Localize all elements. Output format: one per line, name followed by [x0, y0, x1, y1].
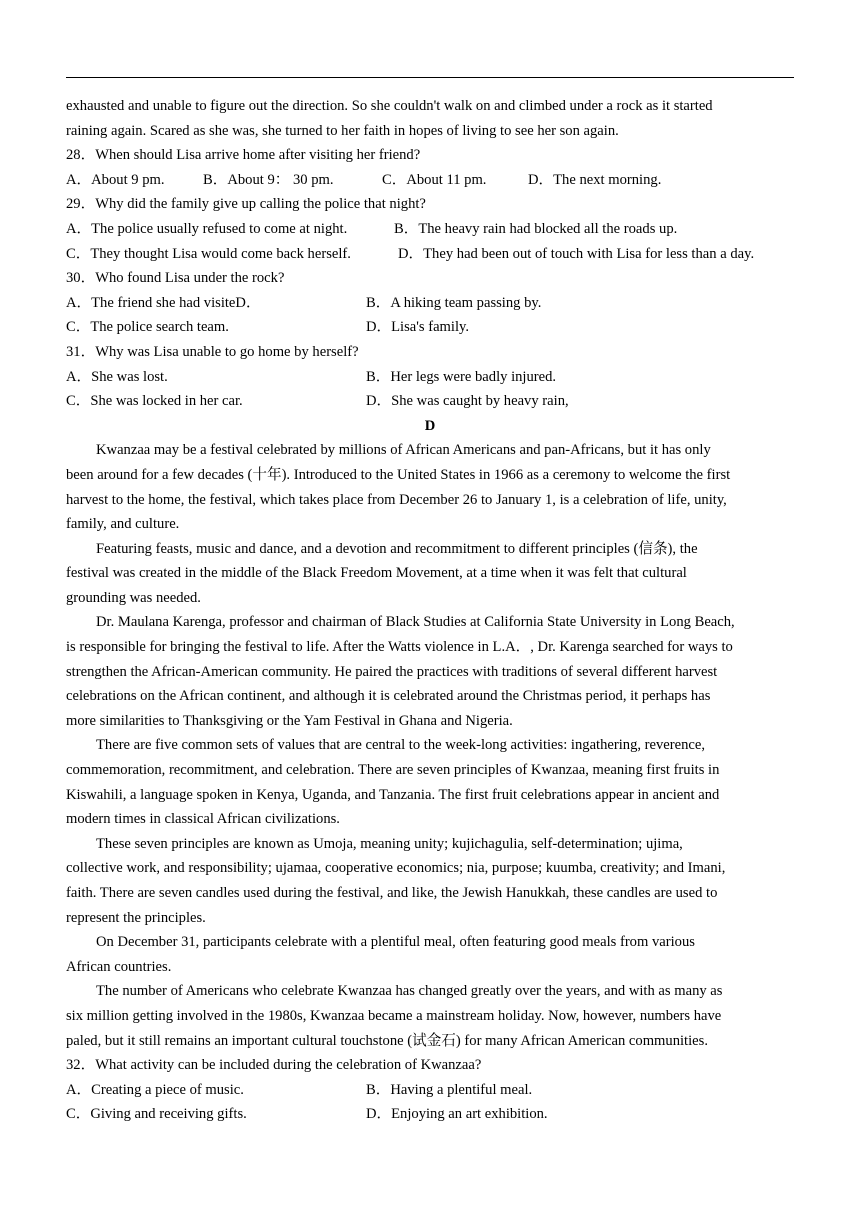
option-b[interactable]: B．Her legs were badly injured. [366, 368, 557, 385]
question-28-stem: 28．When should Lisa arrive home after visiting her friend? [66, 147, 421, 164]
option-c[interactable]: C．They thought Lisa would come back herself. [66, 245, 351, 262]
option-d[interactable]: D．The next morning. [528, 171, 662, 188]
paragraph-line: harvest to the home, the festival, which takes place from December 26 to January 1, is a celebration of life, unity, [66, 491, 727, 508]
paragraph-line: African countries. [66, 958, 172, 975]
paragraph-line: family, and culture. [66, 516, 180, 533]
paragraph-line: faith. There are seven candles used during the festival, and like, the Jewish Hanukkah, these candles are used to [66, 885, 718, 901]
paragraph [66, 438, 794, 536]
option-d[interactable]: D．They had been out of touch with Lisa for less than a day. [398, 245, 755, 262]
option-a[interactable]: A．The friend she had visiteD． [66, 294, 261, 311]
question-30-options-row1 [66, 291, 794, 316]
option-a[interactable]: A．About 9 pm. [66, 171, 165, 188]
question-28-options [66, 168, 794, 193]
question-29-options-row1 [66, 217, 794, 242]
paragraph-line: celebrations on the African continent, and although it is celebrated around the Christmas period, it perhaps has [66, 688, 711, 705]
header-rule [66, 77, 794, 78]
paragraph [66, 832, 794, 930]
paragraph-line: The number of Americans who celebrate Kwanzaa has changed greatly over the years, and with as many as [96, 983, 723, 1000]
paragraph-line: commemoration, recommitment, and celebration. There are seven principles of Kwanzaa, meaning first fruits in [66, 762, 720, 779]
paragraph [66, 979, 794, 1053]
paragraph-line: Dr. Maulana Karenga, professor and chairman of Black Studies at California State University in Long Beach, [96, 614, 735, 631]
option-b[interactable]: B．The heavy rain had blocked all the roads up. [394, 220, 678, 237]
paragraph-line: Featuring feasts, music and dance, and a devotion and recommitment to different principles (信条), the [96, 540, 698, 557]
paragraph-line: six million getting involved in the 1980s, Kwanzaa became a mainstream holiday. Now, however, numbers have [66, 1007, 722, 1024]
paragraph-line: festival was created in the middle of the Black Freedom Movement, at a time when it was felt that cultural [66, 565, 687, 582]
paragraph-line: modern times in classical African civilizations. [66, 811, 340, 828]
option-a[interactable]: A．The police usually refused to come at night. [66, 220, 348, 237]
option-c[interactable]: C．She was locked in her car. [66, 393, 243, 410]
question-30-stem: 30．Who found Lisa under the rock? [66, 270, 285, 287]
paragraph-line: Kiswahili, a language spoken in Kenya, Uganda, and Tanzania. The first fruit celebrations appear in ancient and [66, 786, 720, 803]
option-c[interactable]: C．The police search team. [66, 319, 229, 336]
option-b[interactable]: B．About 9： 30 pm. [203, 171, 334, 188]
paragraph-line: There are five common sets of values that are central to the week-long activities: ingathering, reverence, [96, 737, 706, 754]
option-a[interactable]: A．Creating a piece of music. [66, 1081, 244, 1098]
option-b[interactable]: B．Having a plentiful meal. [366, 1081, 533, 1098]
option-b[interactable]: B．A hiking team passing by. [366, 294, 542, 311]
option-c[interactable]: C．Giving and receiving gifts. [66, 1106, 247, 1123]
paragraph-line: strengthen the African-American community. He paired the practices with traditions of several different harvest [66, 663, 718, 680]
option-a[interactable]: A．She was lost. [66, 368, 168, 385]
paragraph [66, 537, 794, 611]
paragraph-line: been around for a few decades (十年). Introduced to the United States in 1966 as a ceremony to welcome the first [66, 466, 731, 483]
passage-d [66, 438, 794, 1053]
question-32-stem: 32．What activity can be included during the celebration of Kwanzaa? [66, 1057, 482, 1074]
paragraph [66, 733, 794, 831]
question-32-options-row1 [66, 1078, 794, 1103]
paragraph-line: Kwanzaa may be a festival celebrated by millions of African Americans and pan-Africans, but it has only [96, 442, 711, 459]
question-31-stem: 31．Why was Lisa unable to go home by herself? [66, 343, 359, 360]
question-31-options-row2 [66, 389, 794, 414]
question-31-options-row1 [66, 365, 794, 390]
paragraph-line: On December 31, participants celebrate with a plentiful meal, often featuring good meals from various [96, 934, 695, 951]
passage-c-line: exhausted and unable to figure out the direction. So she couldn't walk on and climbed under a rock as it started [66, 98, 713, 114]
paragraph-line: collective work, and responsibility; ujamaa, cooperative economics; nia, purpose; kuumba, creativity; and Imani, [66, 860, 726, 877]
paragraph [66, 930, 794, 979]
option-c[interactable]: C．About 11 pm. [382, 171, 487, 188]
option-d[interactable]: D．She was caught by heavy rain, [366, 393, 569, 410]
paragraph-line: is responsible for bringing the festival to life. After the Watts violence in L.A．, Dr. Karenga searched for ways to [66, 639, 733, 656]
question-30-options-row2 [66, 315, 794, 340]
option-d[interactable]: D．Lisa's family. [366, 319, 470, 336]
option-d[interactable]: D．Enjoying an art exhibition. [366, 1106, 548, 1123]
paragraph-line: These seven principles are known as Umoja, meaning unity; kujichagulia, self-determination; ujima, [96, 835, 683, 852]
question-32-options-row2 [66, 1102, 794, 1127]
question-29-options-row2 [66, 242, 794, 267]
section-d-title: D [424, 417, 436, 434]
paragraph-line: grounding was needed. [66, 589, 201, 606]
paragraph [66, 610, 794, 733]
exam-page [66, 94, 794, 1127]
paragraph-line: represent the principles. [66, 909, 206, 926]
paragraph-line: more similarities to Thanksgiving or the Yam Festival in Ghana and Nigeria. [66, 712, 513, 729]
paragraph-line: paled, but it still remains an important cultural touchstone (试金石) for many African American communities. [66, 1032, 708, 1049]
question-29-stem: 29．Why did the family give up calling the police that night? [66, 196, 426, 213]
passage-c-line: raining again. Scared as she was, she turned to her faith in hopes of living to see her son again. [66, 122, 619, 139]
